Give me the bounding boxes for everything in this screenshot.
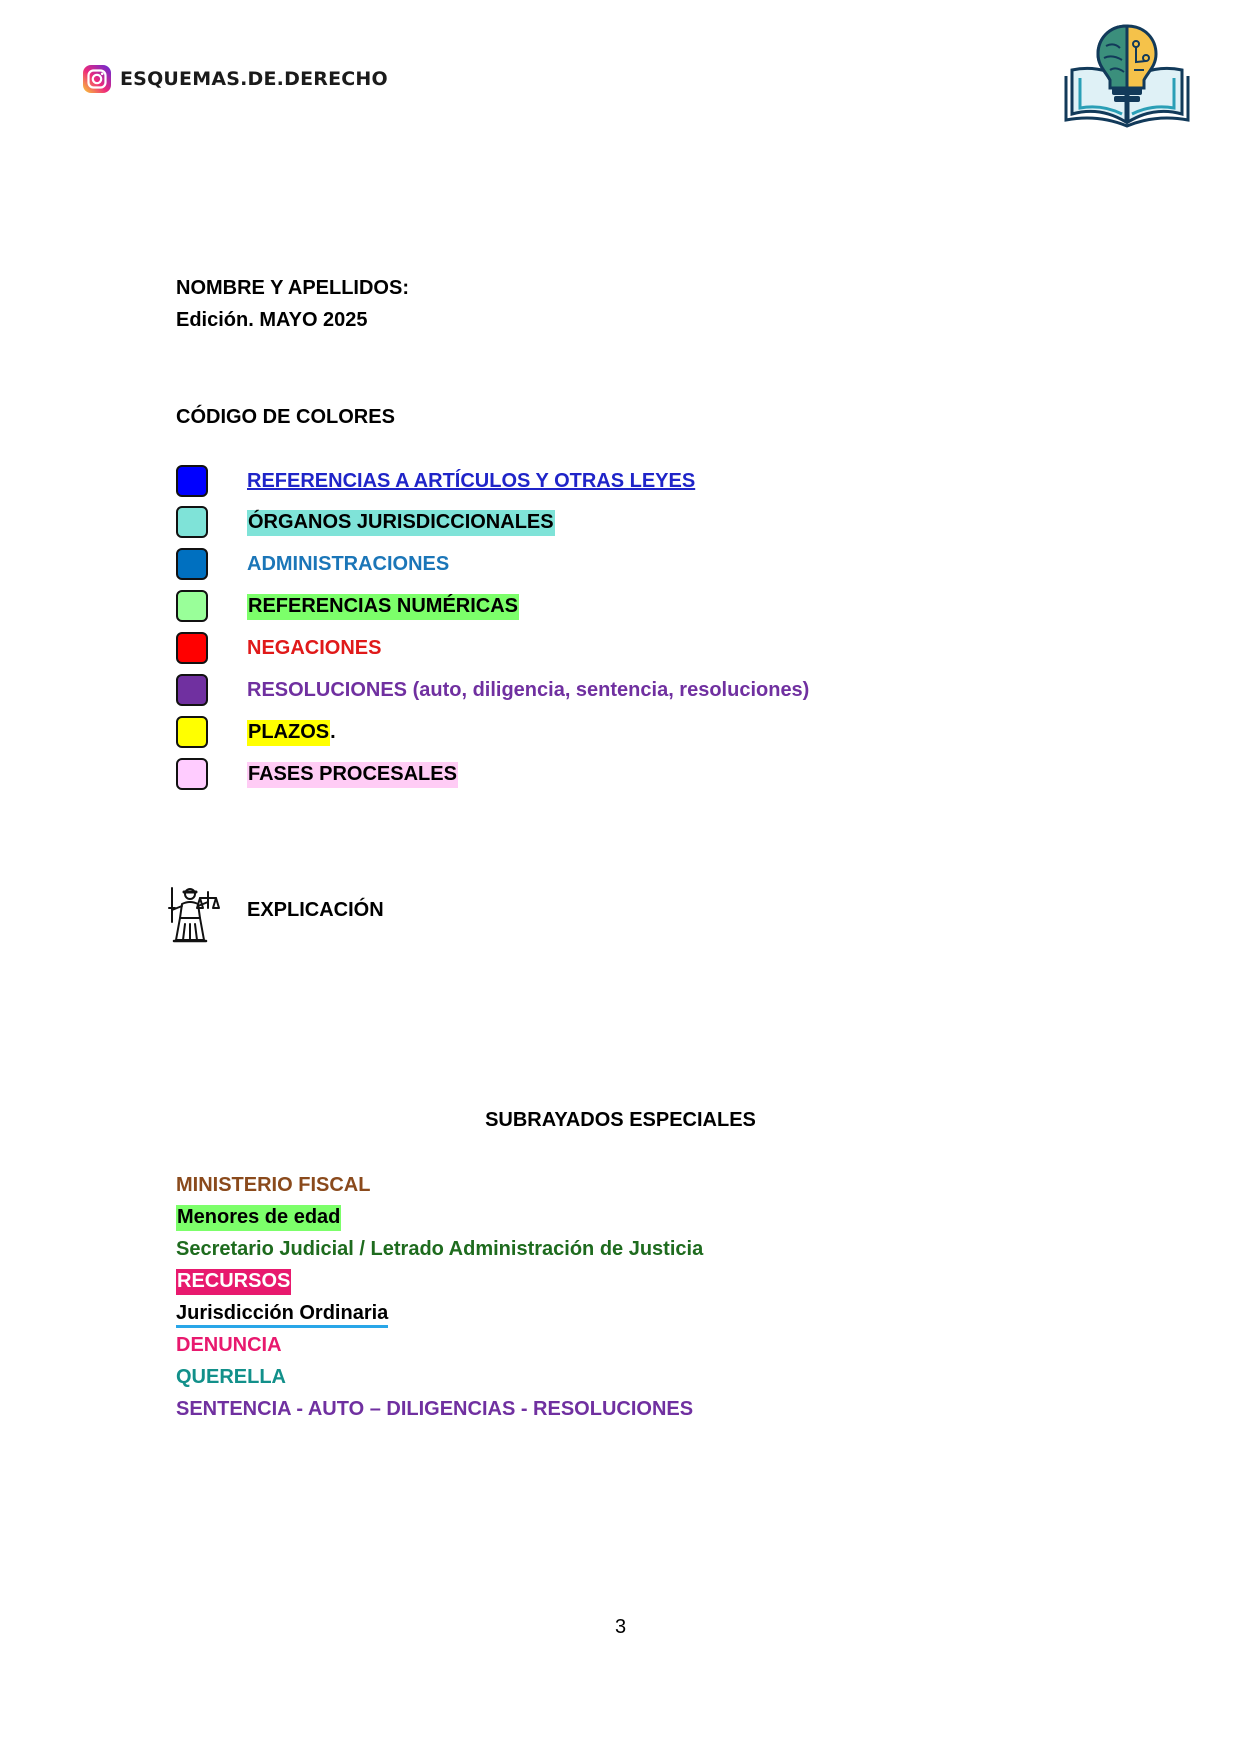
- special-item-secretario: Secretario Judicial / Letrado Administración de Justicia: [176, 1238, 704, 1260]
- legend-item-resolutions: RESOLUCIONES (auto, diligencia, sentencia, resoluciones): [247, 679, 810, 701]
- swatch-pink: [176, 758, 208, 790]
- legend-item-phases: FASES PROCESALES: [247, 761, 458, 787]
- special-item-recursos: RECURSOS: [176, 1268, 291, 1294]
- swatch-red: [176, 632, 208, 664]
- brain-lightbulb-book-logo: [1064, 22, 1190, 128]
- special-title: SUBRAYADOS ESPECIALES: [485, 1109, 756, 1131]
- special-item-resoluciones: SENTENCIA - AUTO – DILIGENCIAS - RESOLUCIONES: [176, 1398, 694, 1420]
- swatch-blue: [176, 465, 208, 497]
- name-line: NOMBRE Y APELLIDOS:: [176, 277, 409, 299]
- legend-item-numeric: REFERENCIAS NUMÉRICAS: [247, 593, 519, 619]
- color-code-title: CÓDIGO DE COLORES: [176, 406, 395, 428]
- legend-item-negations: NEGACIONES: [247, 637, 382, 659]
- swatch-light-green: [176, 590, 208, 622]
- special-item-ministerio-fiscal: MINISTERIO FISCAL: [176, 1174, 371, 1196]
- explanation-label: EXPLICACIÓN: [247, 899, 384, 921]
- brand-name: ESQUEMAS.DE.DERECHO: [120, 68, 388, 90]
- page-number: 3: [614, 1616, 627, 1638]
- special-item-menores: Menores de edad: [176, 1204, 341, 1230]
- edition-line: Edición. MAYO 2025: [176, 309, 368, 331]
- special-item-jurisdiccion: Jurisdicción Ordinaria: [176, 1300, 388, 1326]
- special-item-querella: QUERELLA: [176, 1366, 286, 1388]
- special-item-denuncia: DENUNCIA: [176, 1334, 282, 1356]
- swatch-yellow: [176, 716, 208, 748]
- instagram-icon: [82, 64, 112, 94]
- legend-item-courts: ÓRGANOS JURISDICCIONALES: [247, 509, 555, 535]
- legend-item-articles: REFERENCIAS A ARTÍCULOS Y OTRAS LEYES: [247, 470, 696, 492]
- lady-justice-icon: [160, 884, 220, 944]
- legend-item-deadlines: PLAZOS.: [247, 719, 336, 745]
- brand-header: [82, 64, 388, 94]
- legend-item-administrations: ADMINISTRACIONES: [247, 553, 450, 575]
- swatch-purple: [176, 674, 208, 706]
- swatch-dark-blue: [176, 548, 208, 580]
- swatch-turquoise: [176, 506, 208, 538]
